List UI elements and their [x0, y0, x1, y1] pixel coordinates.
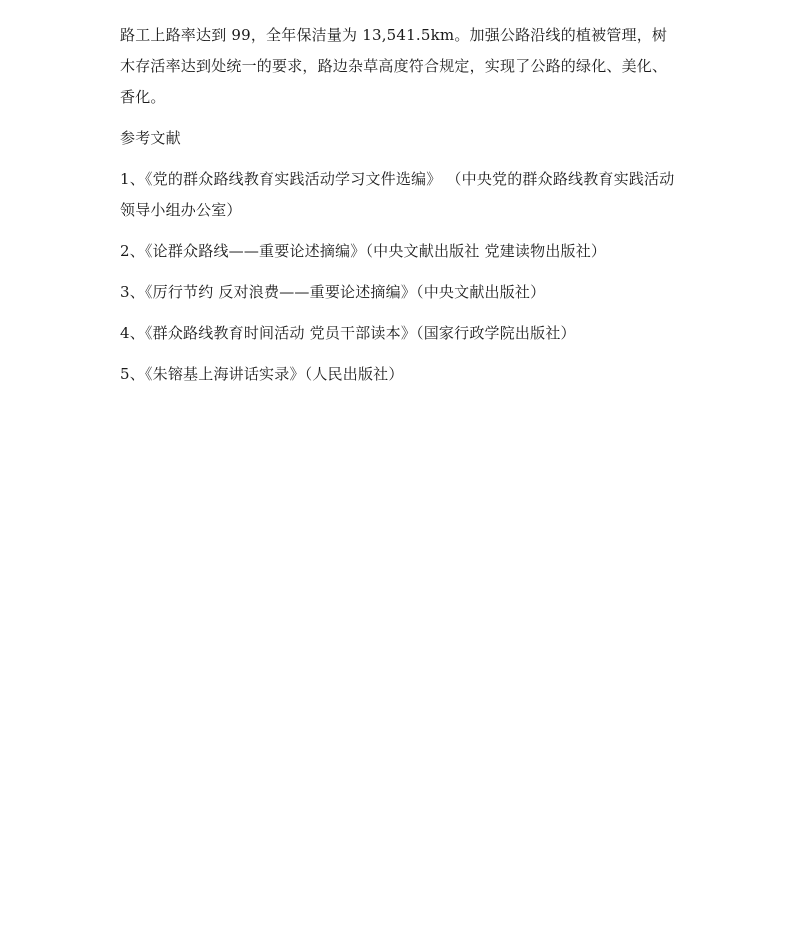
references-list — [120, 164, 680, 390]
references-heading: 参考文献 — [120, 129, 181, 147]
body-paragraph: 路工上路率达到 99，全年保洁量为 13,541.5km。加强公路沿线的植被管理，树木存活率达到处统一的要求，路边杂草高度符合规定，实现了公路的绿化、美化、香化。 — [120, 26, 668, 106]
reference-item-1: 1、《党的群众路线教育实践活动学习文件选编》 （中央党的群众路线教育实践活动领导小组办公室） — [120, 170, 675, 219]
reference-item-5: 5、《朱镕基上海讲话实录》（人民出版社） — [120, 365, 404, 383]
reference-item-4: 4、《群众路线教育时间活动 党员干部读本》（国家行政学院出版社） — [120, 324, 576, 342]
reference-item-2: 2、《论群众路线——重要论述摘编》（中央文献出版社 党建读物出版社） — [120, 242, 607, 260]
reference-item-3: 3、《厉行节约 反对浪费——重要论述摘编》（中央文献出版社） — [120, 283, 546, 301]
document-body — [120, 20, 680, 400]
